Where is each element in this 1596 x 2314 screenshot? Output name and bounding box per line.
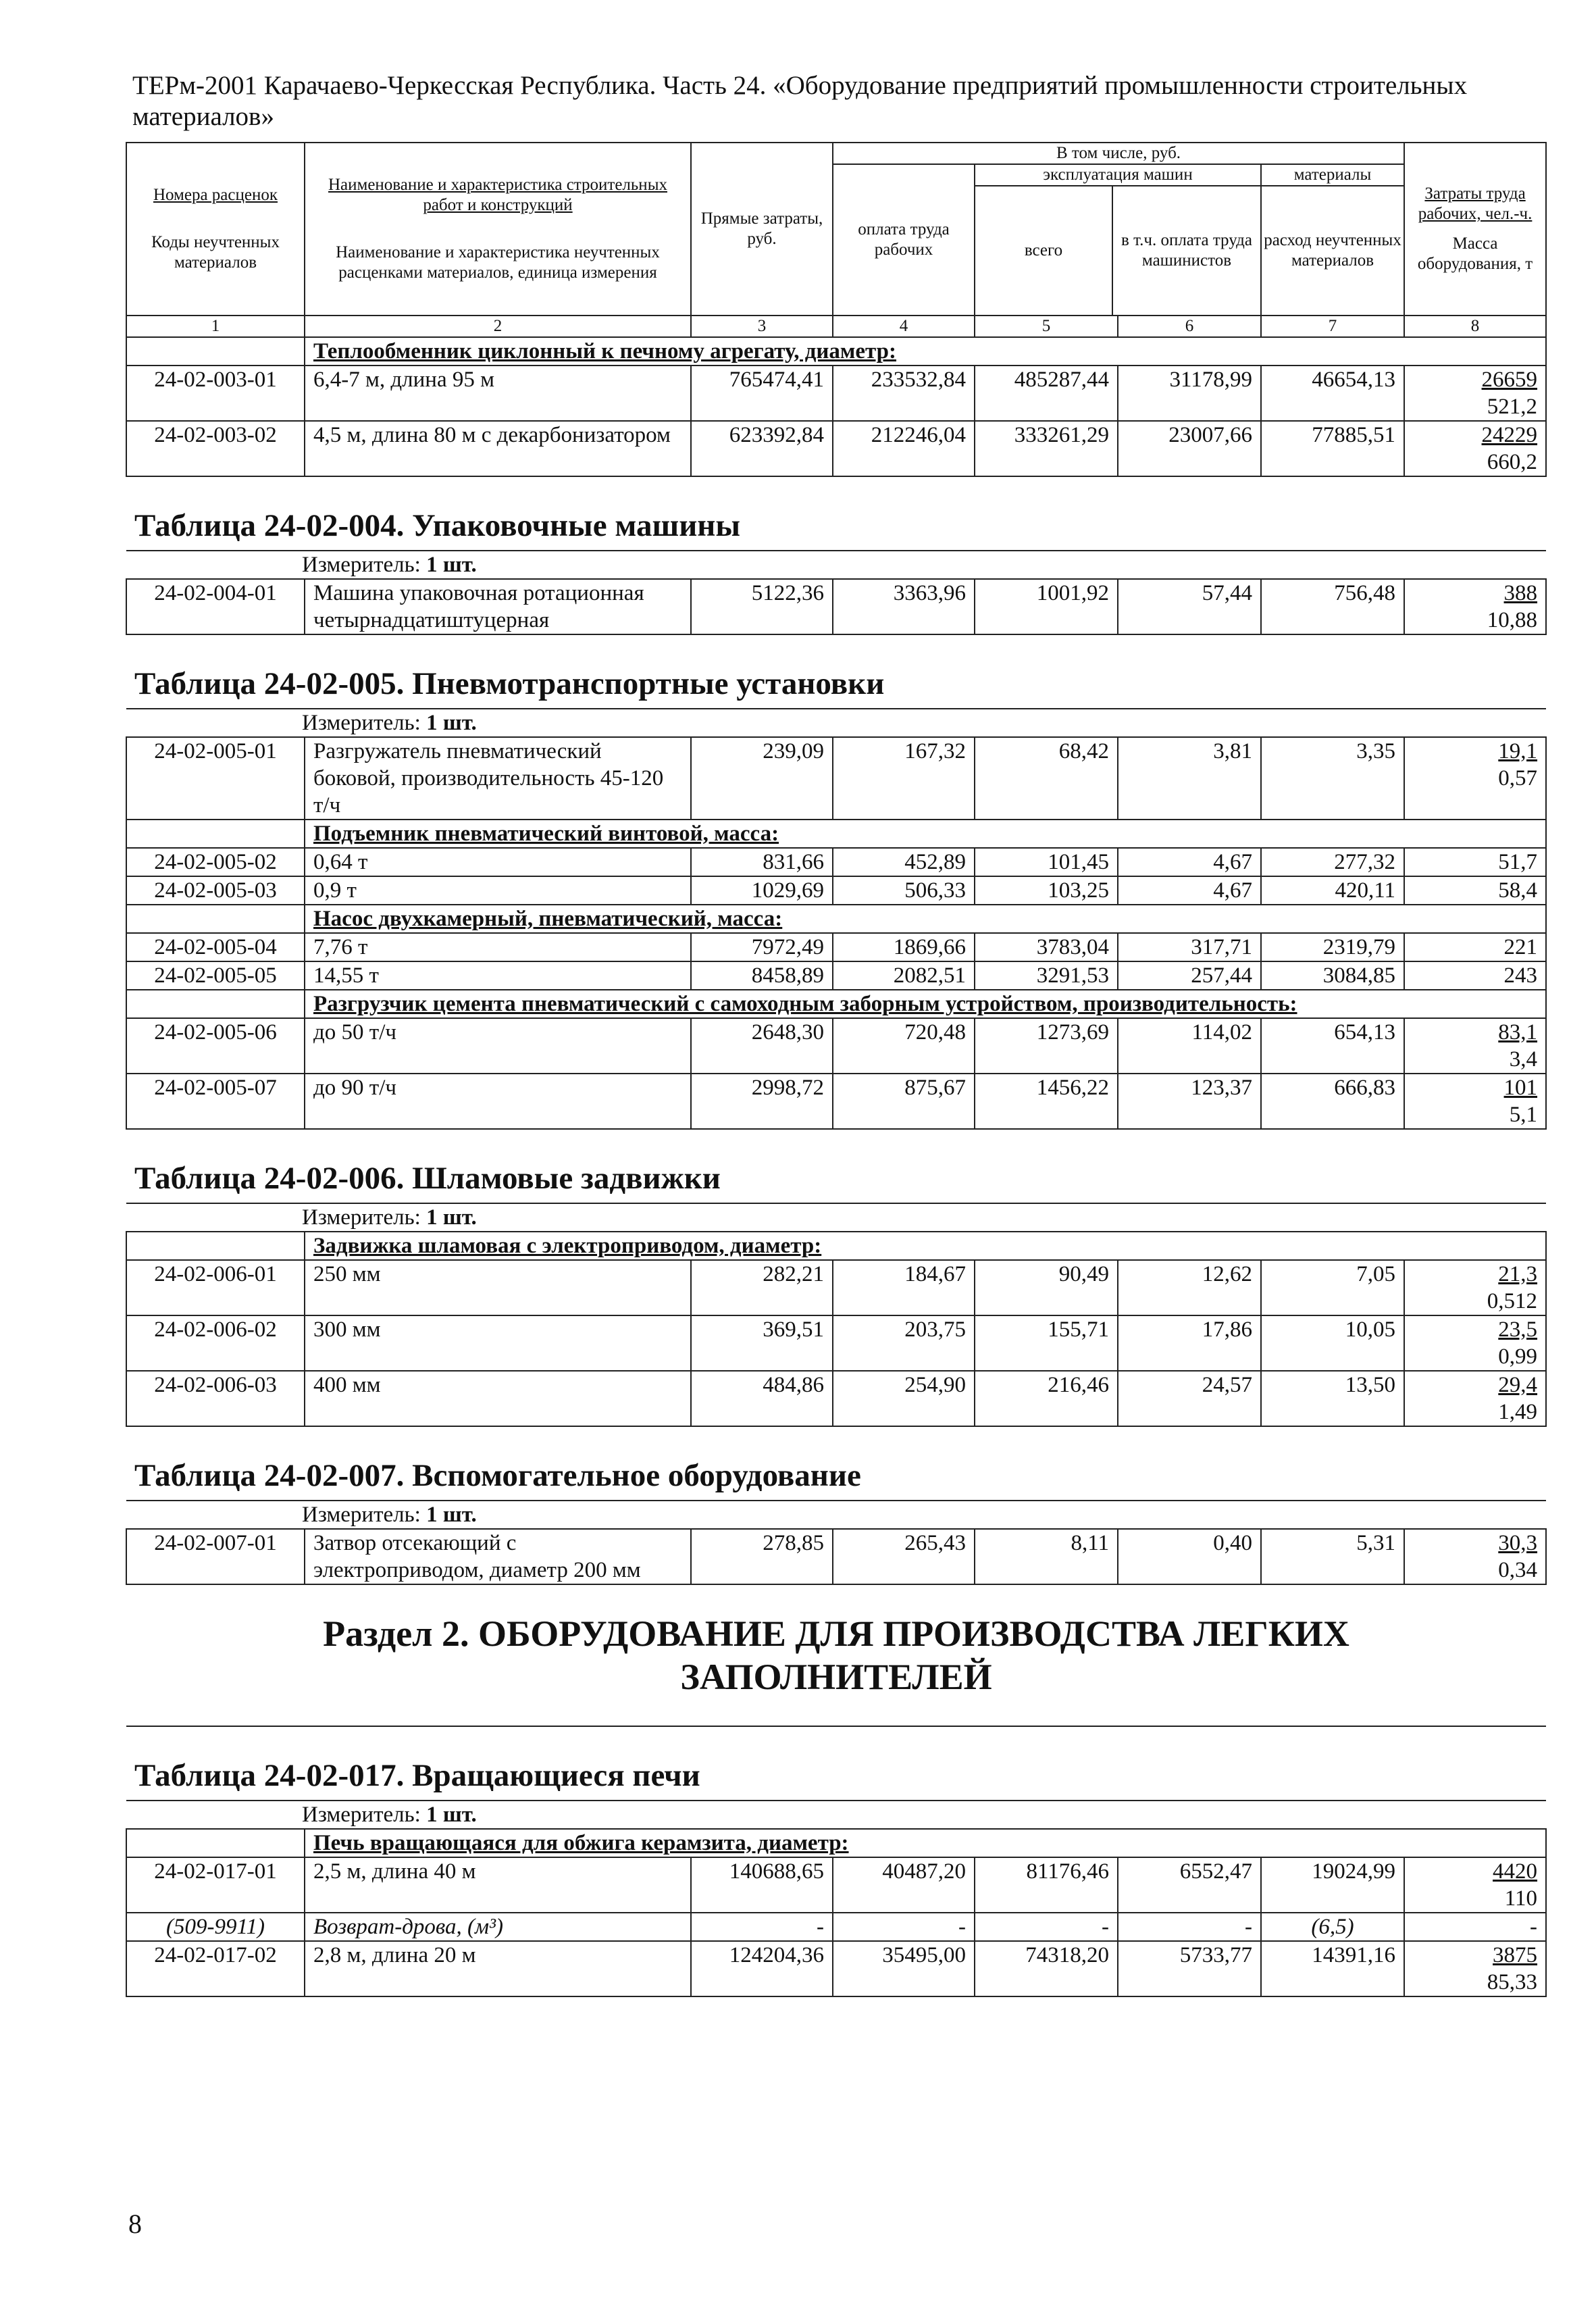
machinists-pay: 4,67 [1118, 848, 1261, 876]
meter-label: Измеритель: [302, 1205, 421, 1230]
section-row [126, 1584, 1546, 1726]
table-header-row-1 [126, 143, 1546, 164]
direct-cost: 140688,65 [691, 1857, 833, 1913]
labor-pay: 875,67 [833, 1074, 975, 1129]
direct-cost: 831,66 [691, 848, 833, 876]
labor-pay: 506,33 [833, 876, 975, 905]
rate-code: 24-02-005-05 [126, 961, 305, 990]
machinists-pay: 317,71 [1118, 933, 1261, 961]
machines-cost: 155,71 [975, 1315, 1118, 1371]
labor-mass-cell [1404, 1371, 1546, 1426]
header-incl: В том числе, руб. [833, 143, 1404, 164]
materials-cost: 756,48 [1261, 579, 1404, 634]
column-number: 2 [305, 316, 691, 337]
table-title-row [126, 1129, 1546, 1203]
table-title: Таблица 24-02-006. Шламовые задвижки [126, 1129, 1546, 1203]
labor-pay: 265,43 [833, 1529, 975, 1584]
group-title-cell [305, 337, 1546, 366]
material-consumption: (6,5) [1261, 1913, 1404, 1941]
labor-mass-cell [1404, 1315, 1546, 1371]
machines-cost: 8,11 [975, 1529, 1118, 1584]
labor-mass-cell [1404, 1529, 1546, 1584]
table-title-row [126, 1726, 1546, 1801]
machines-cost: 1001,92 [975, 579, 1118, 634]
direct-cost: 623392,84 [691, 421, 833, 476]
rate-name: 0,64 т [305, 848, 691, 876]
materials-cost: 5,31 [1261, 1529, 1404, 1584]
rate-code: 24-02-006-01 [126, 1260, 305, 1315]
machines-cost: 1273,69 [975, 1018, 1118, 1074]
group-row [126, 1829, 1546, 1857]
table-row [126, 1529, 1546, 1584]
labor-mass-cell [1404, 1857, 1546, 1913]
table-row [126, 737, 1546, 820]
materials-cost: 2319,79 [1261, 933, 1404, 961]
header-codes-top: Номера расценок [153, 186, 278, 204]
header-codes-bottom: Коды неучтенных материалов [151, 233, 280, 272]
material-code: (509-9911) [126, 1913, 305, 1941]
header-labor: Затраты труда рабочих, чел.-ч. [1418, 184, 1533, 223]
labor-cost: 24229 [1481, 423, 1538, 447]
meter-row [126, 551, 1546, 579]
materials-cost: 3,35 [1261, 737, 1404, 820]
equipment-mass: 10,88 [1487, 608, 1538, 632]
page-number: 8 [128, 2209, 142, 2239]
group-row [126, 820, 1546, 848]
rate-code: 24-02-005-02 [126, 848, 305, 876]
group-title: Подъемник пневматический винтовой, масса: [313, 822, 779, 846]
labor-pay: 167,32 [833, 737, 975, 820]
machines-cost: 485287,44 [975, 366, 1118, 421]
group-code-cell [126, 990, 305, 1018]
header-machine-use: эксплуатация машин [975, 165, 1260, 186]
equipment-mass: 1,49 [1498, 1400, 1538, 1424]
labor-cost: 243 [1503, 963, 1538, 988]
table-row [126, 1941, 1546, 1996]
material-machines: - [975, 1913, 1118, 1941]
equipment-mass: 0,57 [1498, 766, 1538, 790]
rate-code: 24-02-006-02 [126, 1315, 305, 1371]
rate-code: 24-02-007-01 [126, 1529, 305, 1584]
labor-cost: 21,3 [1498, 1262, 1538, 1286]
rate-code: 24-02-004-01 [126, 579, 305, 634]
equipment-mass: 5,1 [1509, 1103, 1538, 1127]
group-code-cell [126, 337, 305, 366]
rate-name: 400 мм [305, 1371, 691, 1426]
group-title-cell [305, 1232, 1546, 1260]
rate-name: Затвор отсекающий с электроприводом, диаметр 200 мм [305, 1529, 691, 1584]
rate-code: 24-02-005-06 [126, 1018, 305, 1074]
machinists-pay: 6552,47 [1118, 1857, 1261, 1913]
group-title: Насос двухкамерный, пневматический, масса: [313, 907, 783, 931]
group-code-cell [126, 1829, 305, 1857]
materials-cost: 3084,85 [1261, 961, 1404, 990]
column-number: 6 [1118, 316, 1261, 337]
group-title: Разгрузчик цемента пневматический с самоходным заборным устройством, производительность: [313, 992, 1297, 1016]
column-number: 5 [975, 316, 1118, 337]
machinists-pay: 24,57 [1118, 1371, 1261, 1426]
machinists-pay: 31178,99 [1118, 366, 1261, 421]
document-title: ТЕРм-2001 Карачаево-Черкесская Республика. Часть 24. «Оборудование предприятий промышленности строительных материалов» [132, 71, 1468, 131]
labor-mass-cell [1404, 1260, 1546, 1315]
meter-label: Измеритель: [302, 1803, 421, 1827]
rate-name: 6,4-7 м, длина 95 м [305, 366, 691, 421]
table-row [126, 876, 1546, 905]
rate-name: 250 мм [305, 1260, 691, 1315]
table-row [126, 1371, 1546, 1426]
material-name: Возврат-дрова, (м³) [305, 1913, 691, 1941]
header-names-bottom: Наименование и характеристика неучтенных расценками материалов, единица измерения [336, 243, 660, 282]
header-labor-mass [1404, 143, 1546, 316]
material-direct: - [691, 1913, 833, 1941]
labor-pay: 452,89 [833, 848, 975, 876]
materials-cost: 13,50 [1261, 1371, 1404, 1426]
direct-cost: 124204,36 [691, 1941, 833, 1996]
group-code-cell [126, 905, 305, 933]
materials-cost: 10,05 [1261, 1315, 1404, 1371]
materials-cost: 14391,16 [1261, 1941, 1404, 1996]
table-row [126, 1857, 1546, 1913]
meter-value: 1 шт. [426, 553, 477, 577]
table-row [126, 366, 1546, 421]
group-code-cell [126, 820, 305, 848]
table-title: Таблица 24-02-005. Пневмотранспортные установки [126, 634, 1546, 709]
rate-name: 2,8 м, длина 20 м [305, 1941, 691, 1996]
labor-cost: 19,1 [1498, 739, 1538, 763]
machines-cost: 3291,53 [975, 961, 1118, 990]
labor-pay: 233532,84 [833, 366, 975, 421]
labor-cost: 83,1 [1498, 1020, 1538, 1045]
labor-mass-cell [1404, 933, 1546, 961]
meter-label: Измеритель: [302, 553, 421, 577]
labor-cost: 26659 [1481, 368, 1538, 392]
table-row [126, 421, 1546, 476]
rate-code: 24-02-017-02 [126, 1941, 305, 1996]
rate-name: 300 мм [305, 1315, 691, 1371]
equipment-mass: 0,34 [1498, 1558, 1538, 1582]
equipment-mass: 85,33 [1487, 1970, 1538, 1994]
materials-cost: 7,05 [1261, 1260, 1404, 1315]
column-number: 1 [126, 316, 305, 337]
labor-cost: 3875 [1493, 1943, 1538, 1967]
direct-cost: 484,86 [691, 1371, 833, 1426]
rate-code: 24-02-003-02 [126, 421, 305, 476]
labor-pay: 2082,51 [833, 961, 975, 990]
meter-value: 1 шт. [426, 1205, 477, 1230]
column-number: 8 [1404, 316, 1546, 337]
labor-pay: 720,48 [833, 1018, 975, 1074]
meter-row [126, 709, 1546, 737]
labor-cost: 30,3 [1498, 1531, 1538, 1555]
equipment-mass: 3,4 [1509, 1047, 1538, 1072]
meter-row [126, 1203, 1546, 1232]
header-machines-block [975, 164, 1261, 316]
machinists-pay: 17,86 [1118, 1315, 1261, 1371]
labor-mass-cell [1404, 961, 1546, 990]
labor-pay: 212246,04 [833, 421, 975, 476]
machinists-pay: 114,02 [1118, 1018, 1261, 1074]
group-title-cell [305, 1829, 1546, 1857]
machinists-pay: 3,81 [1118, 737, 1261, 820]
header-direct: Прямые затраты, руб. [691, 143, 833, 316]
labor-cost: 221 [1503, 935, 1538, 959]
unaccounted-material-row [126, 1913, 1546, 1941]
header-names [305, 143, 691, 316]
direct-cost: 2998,72 [691, 1074, 833, 1129]
meter-cell [126, 1801, 1546, 1829]
table-row [126, 1315, 1546, 1371]
equipment-mass: 0,512 [1487, 1289, 1538, 1313]
group-title: Теплообменник циклонный к печному агрегату, диаметр: [313, 339, 897, 363]
labor-mass-cell [1404, 1018, 1546, 1074]
table-row [126, 1018, 1546, 1074]
labor-mass-cell [1404, 848, 1546, 876]
materials-cost: 277,32 [1261, 848, 1404, 876]
table-row [126, 1260, 1546, 1315]
labor-pay: 3363,96 [833, 579, 975, 634]
group-row [126, 905, 1546, 933]
machines-cost: 74318,20 [975, 1941, 1118, 1996]
machinists-pay: 12,62 [1118, 1260, 1261, 1315]
table-title-row [126, 634, 1546, 709]
labor-pay: 35495,00 [833, 1941, 975, 1996]
rate-name: 4,5 м, длина 80 м с декарбонизатором [305, 421, 691, 476]
equipment-mass: 521,2 [1487, 395, 1538, 419]
table-row [126, 579, 1546, 634]
machines-cost: 3783,04 [975, 933, 1118, 961]
labor-cost: 23,5 [1498, 1317, 1538, 1342]
labor-pay: 254,90 [833, 1371, 975, 1426]
group-row [126, 1232, 1546, 1260]
table-row [126, 848, 1546, 876]
rate-code: 24-02-005-07 [126, 1074, 305, 1129]
group-title: Печь вращающаяся для обжига керамзита, диаметр: [313, 1831, 849, 1855]
labor-cost: 29,4 [1498, 1373, 1538, 1397]
meter-cell [126, 1203, 1546, 1232]
meter-row [126, 1801, 1546, 1829]
labor-mass-cell [1404, 366, 1546, 421]
labor-mass-cell [1404, 421, 1546, 476]
group-title: Задвижка шламовая с электроприводом, диаметр: [313, 1234, 822, 1258]
labor-pay: 184,67 [833, 1260, 975, 1315]
group-code-cell [126, 1232, 305, 1260]
rate-name: до 90 т/ч [305, 1074, 691, 1129]
direct-cost: 8458,89 [691, 961, 833, 990]
meter-cell [126, 1501, 1546, 1529]
machinists-pay: 57,44 [1118, 579, 1261, 634]
direct-cost: 278,85 [691, 1529, 833, 1584]
equipment-mass: 660,2 [1487, 450, 1538, 474]
meter-value: 1 шт. [426, 711, 477, 735]
direct-cost: 1029,69 [691, 876, 833, 905]
meter-row [126, 1501, 1546, 1529]
header-materials: материалы [1262, 165, 1404, 186]
header-names-top: Наименование и характеристика строительных работ и конструкций [328, 176, 667, 214]
materials-cost: 666,83 [1261, 1074, 1404, 1129]
group-row [126, 990, 1546, 1018]
header-materials-sub: расход неучтенных материалов [1264, 231, 1401, 270]
machinists-pay: 4,67 [1118, 876, 1261, 905]
materials-cost: 77885,51 [1261, 421, 1404, 476]
column-number: 7 [1261, 316, 1404, 337]
table-row [126, 1074, 1546, 1129]
column-number: 4 [833, 316, 975, 337]
equipment-mass: 0,99 [1498, 1344, 1538, 1369]
labor-pay: 40487,20 [833, 1857, 975, 1913]
table-title: Таблица 24-02-017. Вращающиеся печи [126, 1726, 1546, 1801]
machines-cost: 81176,46 [975, 1857, 1118, 1913]
rate-code: 24-02-003-01 [126, 366, 305, 421]
machinists-pay: 123,37 [1118, 1074, 1261, 1129]
direct-cost: 282,21 [691, 1260, 833, 1315]
column-number-row [126, 316, 1546, 337]
machines-cost: 68,42 [975, 737, 1118, 820]
meter-cell [126, 709, 1546, 737]
meter-cell [126, 551, 1546, 579]
materials-cost: 654,13 [1261, 1018, 1404, 1074]
rate-name: 7,76 т [305, 933, 691, 961]
machinists-pay: 257,44 [1118, 961, 1261, 990]
labor-mass-cell [1404, 1074, 1546, 1129]
rate-name: до 50 т/ч [305, 1018, 691, 1074]
labor-cost: 388 [1503, 581, 1538, 605]
materials-cost: 46654,13 [1261, 366, 1404, 421]
header-machinists: в т.ч. оплата труда машинистов [1121, 231, 1252, 270]
direct-cost: 765474,41 [691, 366, 833, 421]
labor-pay: 203,75 [833, 1315, 975, 1371]
rate-code: 24-02-005-03 [126, 876, 305, 905]
materials-cost: 420,11 [1261, 876, 1404, 905]
table-title-row [126, 1426, 1546, 1501]
direct-cost: 7972,49 [691, 933, 833, 961]
materials-cost: 19024,99 [1261, 1857, 1404, 1913]
direct-cost: 239,09 [691, 737, 833, 820]
header-all: всего [975, 186, 1113, 315]
table-title-row [126, 476, 1546, 551]
rate-name: Машина упаковочная ротационная четырнадцатиштуцерная [305, 579, 691, 634]
table-row [126, 933, 1546, 961]
meter-label: Измеритель: [302, 711, 421, 735]
labor-mass-cell [1404, 1941, 1546, 1996]
machinists-pay: 0,40 [1118, 1529, 1261, 1584]
table-title: Таблица 24-02-004. Упаковочные машины [126, 476, 1546, 551]
machines-cost: 216,46 [975, 1371, 1118, 1426]
table-title: Таблица 24-02-007. Вспомогательное оборудование [126, 1426, 1546, 1501]
direct-cost: 2648,30 [691, 1018, 833, 1074]
group-title-cell [305, 990, 1546, 1018]
machines-cost: 101,45 [975, 848, 1118, 876]
labor-mass-cell [1404, 737, 1546, 820]
group-title-cell [305, 820, 1546, 848]
labor-mass-cell [1404, 876, 1546, 905]
table-row [126, 961, 1546, 990]
equipment-mass: 110 [1504, 1886, 1538, 1911]
header-materials-block [1261, 164, 1404, 316]
rate-name: Разгружатель пневматический боковой, производительность 45-120 т/ч [305, 737, 691, 820]
direct-cost: 369,51 [691, 1315, 833, 1371]
rate-code: 24-02-005-01 [126, 737, 305, 820]
labor-cost: 51,7 [1498, 850, 1538, 874]
column-number: 3 [691, 316, 833, 337]
material-machinists: - [1118, 1913, 1261, 1941]
rate-code: 24-02-005-04 [126, 933, 305, 961]
rate-name: 2,5 м, длина 40 м [305, 1857, 691, 1913]
direct-cost: 5122,36 [691, 579, 833, 634]
section-title: Раздел 2. ОБОРУДОВАНИЕ ДЛЯ ПРОИЗВОДСТВА ЛЕГКИХ ЗАПОЛНИТЕЛЕЙ [126, 1584, 1546, 1726]
rate-name: 0,9 т [305, 876, 691, 905]
material-mass: - [1404, 1913, 1546, 1941]
meter-label: Измеритель: [302, 1503, 421, 1527]
header-codes [126, 143, 305, 316]
machines-cost: 90,49 [975, 1260, 1118, 1315]
labor-cost: 58,4 [1498, 878, 1538, 903]
labor-pay: 1869,66 [833, 933, 975, 961]
meter-value: 1 шт. [426, 1803, 477, 1827]
machinists-pay: 5733,77 [1118, 1941, 1261, 1996]
group-title-cell [305, 905, 1546, 933]
header-machine-sub [975, 186, 1260, 315]
machines-cost: 103,25 [975, 876, 1118, 905]
rate-code: 24-02-017-01 [126, 1857, 305, 1913]
group-row [126, 337, 1546, 366]
machines-cost: 333261,29 [975, 421, 1118, 476]
header-labor-pay: оплата труда рабочих [833, 164, 975, 316]
machinists-pay: 23007,66 [1118, 421, 1261, 476]
rate-code: 24-02-006-03 [126, 1371, 305, 1426]
labor-cost: 101 [1503, 1076, 1538, 1100]
header-mass: Масса оборудования, т [1417, 234, 1533, 273]
labor-cost: 4420 [1493, 1859, 1538, 1884]
labor-mass-cell [1404, 579, 1546, 634]
meter-value: 1 шт. [426, 1503, 477, 1527]
rate-name: 14,55 т [305, 961, 691, 990]
material-pay: - [833, 1913, 975, 1941]
price-table [126, 142, 1547, 1997]
machines-cost: 1456,22 [975, 1074, 1118, 1129]
